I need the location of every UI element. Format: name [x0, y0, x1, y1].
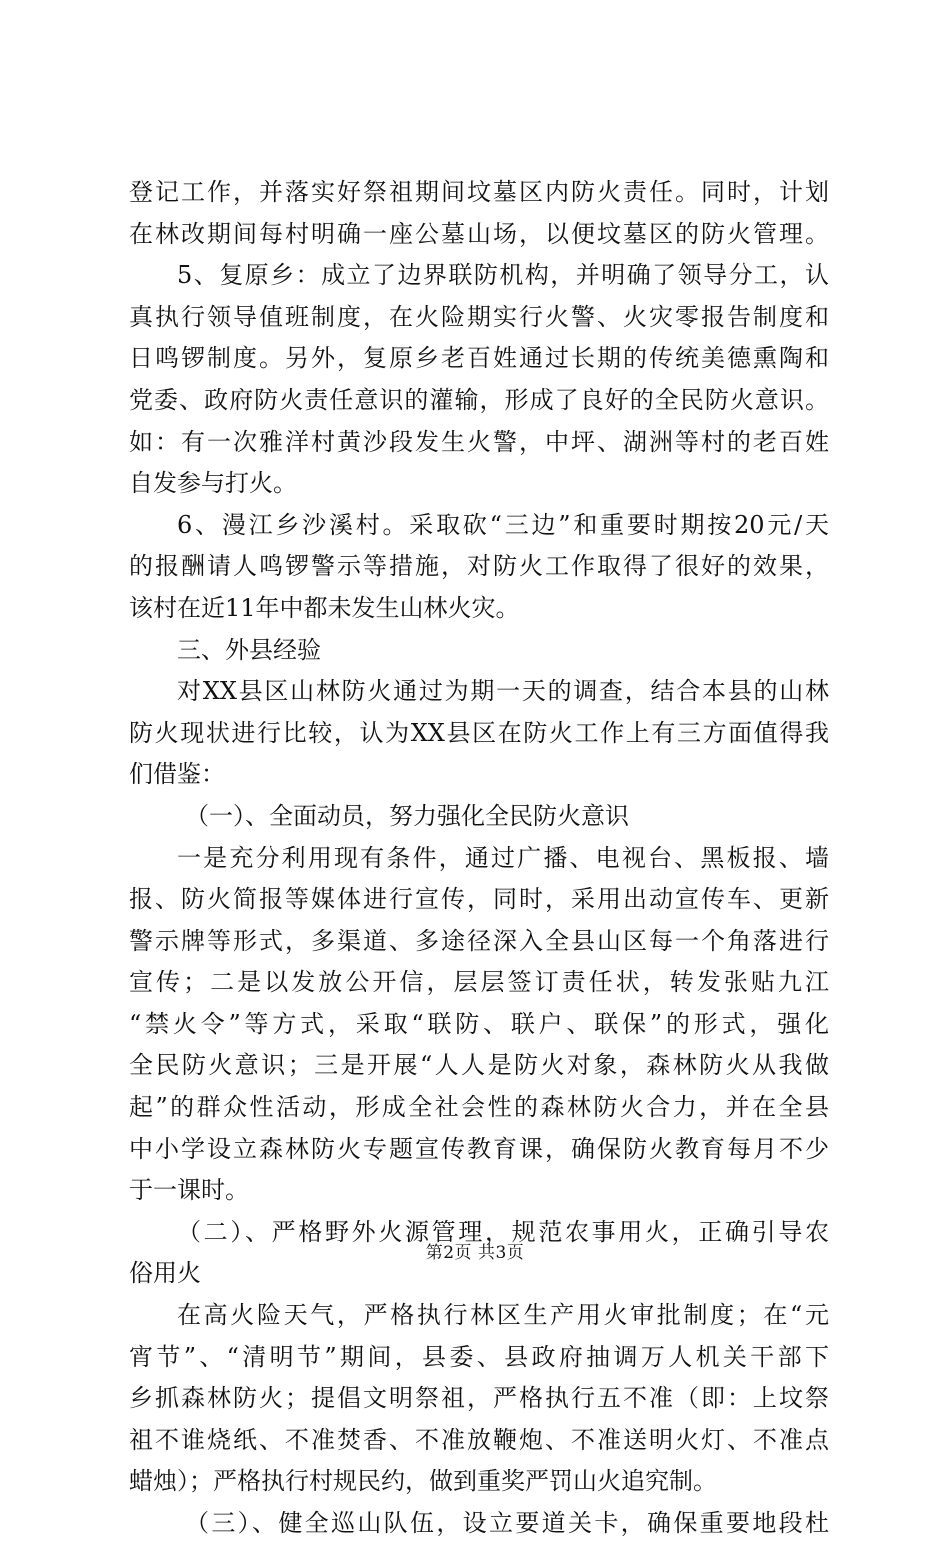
- text-line: 乡抓森林防火；提倡文明祭祖，严格执行五不准（即：上坟祭: [129, 1384, 829, 1413]
- text-line: 对XX县区山林防火通过为期一天的调查，结合本县的山林: [177, 677, 829, 706]
- text-line: 报、防火简报等媒体进行宣传，同时，采用出动宣传车、更新: [129, 885, 829, 914]
- text-line: 登记工作，并落实好祭祖期间坟墓区内防火责任。同时，计划: [129, 178, 829, 206]
- text-line: 6、漫江乡沙溪村。采取砍“三边”和重要时期按20元/天: [177, 510, 829, 539]
- page-footer: 第2页 共3页: [425, 1243, 525, 1263]
- text-line: 宣传；二是以发放公开信，层层签订责任状，转发张贴九江: [129, 968, 829, 997]
- text-line: 俗用火: [129, 1259, 201, 1288]
- text-line: （二）、严格野外火源管理，规范农事用火，正确引导农: [177, 1217, 829, 1246]
- text-line: 该村在近11年中都未发生山林火灾。: [129, 593, 520, 622]
- text-line: 真执行领导值班制度，在火险期实行火警、火灾零报告制度和: [129, 302, 829, 331]
- text-line: 的报酬请人鸣锣警示等措施，对防火工作取得了很好的效果，: [129, 552, 829, 581]
- text-line: “禁火令”等方式，采取“联防、联户、联保”的形式，强化: [129, 1009, 829, 1038]
- text-line: 自发参与打火。: [129, 469, 297, 498]
- text-line: 如：有一次雅洋村黄沙段发生火警，中坪、湖洲等村的老百姓: [129, 427, 829, 456]
- text-line: 党委、政府防火责任意识的灌输，形成了良好的全民防火意识。: [129, 385, 829, 414]
- text-line: 三、外县经验: [177, 635, 321, 664]
- text-line: 防火现状进行比较，认为XX县区在防火工作上有三方面值得我: [129, 718, 829, 747]
- text-line: 起”的群众性活动，形成全社会性的森林防火合力，并在全县: [129, 1093, 829, 1122]
- text-line: 在高火险天气，严格执行林区生产用火审批制度；在“元: [177, 1301, 829, 1330]
- text-line: 在林改期间每村明确一座公墓山场，以便坟墓区的防火管理。: [129, 219, 829, 248]
- text-line: 于一课时。: [129, 1176, 249, 1205]
- text-line: 宵节”、“清明节”期间，县委、县政府抽调万人机关干部下: [129, 1342, 829, 1371]
- text-line: 5、复原乡：成立了边界联防机构，并明确了领导分工，认: [177, 261, 829, 290]
- text-line: 日鸣锣制度。另外，复原乡老百姓通过长期的传统美德熏陶和: [129, 344, 829, 373]
- text-line: 们借鉴：: [129, 760, 225, 789]
- text-line: 警示牌等形式，多渠道、多途径深入全县山区每一个角落进行: [129, 926, 829, 955]
- text-line: （三）、健全巡山队伍，设立要道关卡，确保重要地段杜: [185, 1509, 829, 1537]
- text-line: （一）、全面动员，努力强化全民防火意识: [185, 801, 629, 830]
- document-body: [129, 172, 829, 1545]
- text-line: 一是充分利用现有条件，通过广播、电视台、黑板报、墙: [177, 843, 829, 872]
- text-line: 全民防火意识；三是开展“人人是防火对象，森林防火从我做: [129, 1051, 829, 1080]
- text-line: 祖不谁烧纸、不准焚香、不准放鞭炮、不准送明火灯、不准点: [129, 1425, 829, 1454]
- text-line: 中小学设立森林防火专题宣传教育课，确保防火教育每月不少: [129, 1134, 829, 1163]
- text-line: 蜡烛）；严格执行村规民约，做到重奖严罚山火追究制。: [129, 1467, 717, 1496]
